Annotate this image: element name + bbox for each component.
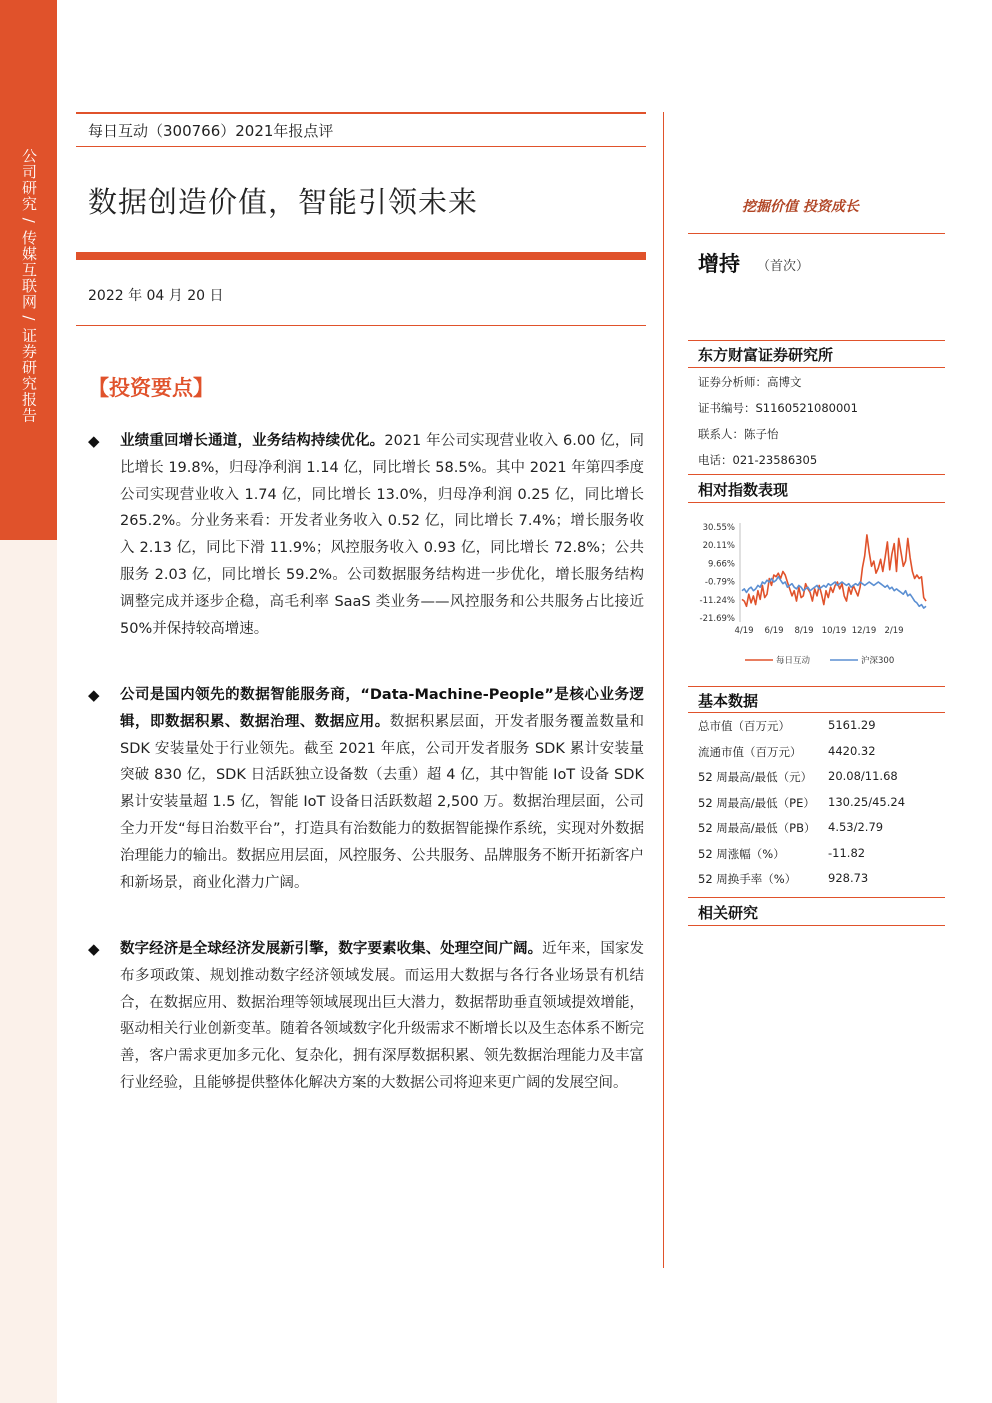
certificate-number: 证书编号：S1160521080001 <box>698 401 858 415</box>
side-category-label: 公司研究 / 传媒互联网 / 证券研究报告 <box>20 148 38 424</box>
bullet-body: 近年来，国家发布多项政策、规划推动数字经济领域发展。而运用大数据与各行各业场景有机结合，在数据应用、数据治理等领域展现出巨大潜力，数据帮助垂直领域提效增能，驱动相关行业创新变革。随着各领域数字化升级需求不断增长以及生态体系不断完善，客户需求更加多元化、复杂化，拥有深厚数据积累、领先数据治理能力及丰富行业经验，且能够提供整体化解决方案的大数据公司将迎来更广阔的发展空间。 <box>120 941 644 1091</box>
x-tick-label: 6/19 <box>764 626 784 636</box>
relative-index-chart <box>690 512 940 677</box>
basic-data-value: 130.25/45.24 <box>828 794 906 809</box>
related-research-heading: 相关研究 <box>698 904 759 922</box>
basic-data-key: 流通市值（百万元） <box>698 744 802 759</box>
basic-data-key: 总市值（百万元） <box>698 719 790 733</box>
bullet-lead: 业绩重回增长通道，业务结构持续优化。 <box>120 433 385 449</box>
bullet-item <box>88 936 644 1097</box>
institute-name: 东方财富证券研究所 <box>698 346 834 364</box>
diamond-bullet-icon: ◆ <box>88 940 100 958</box>
bullet-paragraph <box>120 936 644 1097</box>
header-rule-top <box>76 112 646 114</box>
rule <box>688 502 945 503</box>
y-tick-label: 20.11% <box>702 541 735 552</box>
phone: 电话：021-23586305 <box>698 453 818 467</box>
basic-data-value: 4.53/2.79 <box>828 820 884 834</box>
bullet-lead: 数字经济是全球经济发展新引擎，数字要素收集、处理空间广阔。 <box>120 941 543 957</box>
y-tick-label: 9.66% <box>707 559 735 570</box>
rule <box>688 712 945 713</box>
column-divider <box>663 112 664 1268</box>
slogan: 挖掘价值 投资成长 <box>742 199 859 215</box>
rule <box>688 367 945 368</box>
bullet-paragraph <box>120 682 644 896</box>
y-tick-label: 30.55% <box>702 523 735 533</box>
series-line <box>742 535 926 606</box>
legend-label: 每日互动 <box>776 656 811 666</box>
x-tick-label: 2/19 <box>884 626 904 636</box>
report-date: 2022 年 04 月 20 日 <box>88 288 224 304</box>
chart-heading: 相对指数表现 <box>698 481 789 499</box>
date-divider <box>76 325 646 326</box>
bullet-paragraph <box>120 428 644 642</box>
rule <box>688 474 945 475</box>
bullet-body: 数据积累层面，开发者服务覆盖数量和 SDK 安装量处于行业领先。截至 2021 年底，公司开发者服务 SDK 累计安装量突破 830 亿，SDK 日活跃独立设备数（去重）超 4 亿，其中智能 IoT 设备 SDK 累计安装量超 1.5 亿，智能 IoT 设备日活跃数超 2,500 万。数据治理层面，公司全力开发“每日治数平台”，打造具有治数能力的数据智能操作系统，实现对外数据治理能力的输出。数据应用层面，风控服务、公共服务、品牌服务不断开拓新客户和新场景，商业化潜力广阔。 <box>120 713 644 891</box>
basic-data-value: 5161.29 <box>828 718 876 732</box>
basic-data-key: 52 周最高/最低（PE） <box>698 795 815 810</box>
rule <box>688 686 945 687</box>
rule <box>688 340 945 341</box>
y-tick-label: -0.79% <box>704 577 735 588</box>
basic-data-value: -11.82 <box>828 845 866 860</box>
section-title: 【投资要点】 <box>88 376 214 400</box>
x-tick-label: 4/19 <box>734 626 754 636</box>
header-rule-bottom <box>76 146 646 147</box>
y-tick-label: -21.69% <box>699 614 735 624</box>
legend-label: 沪深300 <box>861 656 895 666</box>
bullet-item <box>88 682 644 896</box>
bullet-body: 2021 年公司实现营业收入 6.00 亿，同比增长 19.8%，归母净利润 1.14 亿，同比增长 58.5%。其中 2021 年第四季度公司实现营业收入 1.74 亿，同比增长 13.0%，归母净利润 0.25 亿，同比增长 265.2%。分业务来看：开发者业务收入 0.52 亿，同比增长 7.4%；增长服务收入 2.13 亿，同比下滑 11.9%；风控服务收入 0.93 亿，同比增长 72.8%；公共服务 2.03 亿，同比增长 59.2%。公司数据服务结构进一步优化，增长服务结构调整完成并逐步企稳，高毛利率 SaaS 类业务——风控服务和公共服务占比接近 50%并保持较高增速。 <box>120 433 645 637</box>
series-line <box>742 577 926 608</box>
rule <box>688 925 945 926</box>
analyst: 证券分析师：高博文 <box>698 375 802 389</box>
basic-data-value: 928.73 <box>828 871 869 885</box>
bullet-item <box>88 428 644 642</box>
title-divider-bar <box>76 252 646 260</box>
basic-data-key: 52 周最高/最低（元） <box>698 770 813 784</box>
basic-data-key: 52 周最高/最低（PB） <box>698 821 816 835</box>
diamond-bullet-icon: ◆ <box>88 686 100 704</box>
diamond-bullet-icon: ◆ <box>88 432 100 450</box>
x-tick-label: 10/19 <box>821 626 847 636</box>
basic-data-heading: 基本数据 <box>698 692 759 710</box>
basic-data-value: 20.08/11.68 <box>828 769 898 783</box>
report-subtitle: 每日互动（300766）2021年报点评 <box>88 122 334 140</box>
y-tick-label: -11.24% <box>699 595 735 606</box>
rating: 增持 <box>698 252 740 276</box>
basic-data-key: 52 周换手率（%） <box>698 872 797 886</box>
contact-person: 联系人：陈子怡 <box>698 427 779 441</box>
basic-data-value: 4420.32 <box>828 743 876 758</box>
bullet-lead: 公司是国内领先的数据智能服务商，“Data-Machine-People”是核心业务逻辑，即数据积累、数据治理、数据应用。 <box>120 687 644 730</box>
x-tick-label: 12/19 <box>851 626 877 636</box>
rule <box>688 897 945 898</box>
main-title: 数据创造价值，智能引领未来 <box>88 185 479 219</box>
x-tick-label: 8/19 <box>794 626 814 636</box>
rule <box>688 233 945 234</box>
basic-data-key: 52 周涨幅（%） <box>698 846 785 861</box>
rating-note: （首次） <box>757 259 810 274</box>
